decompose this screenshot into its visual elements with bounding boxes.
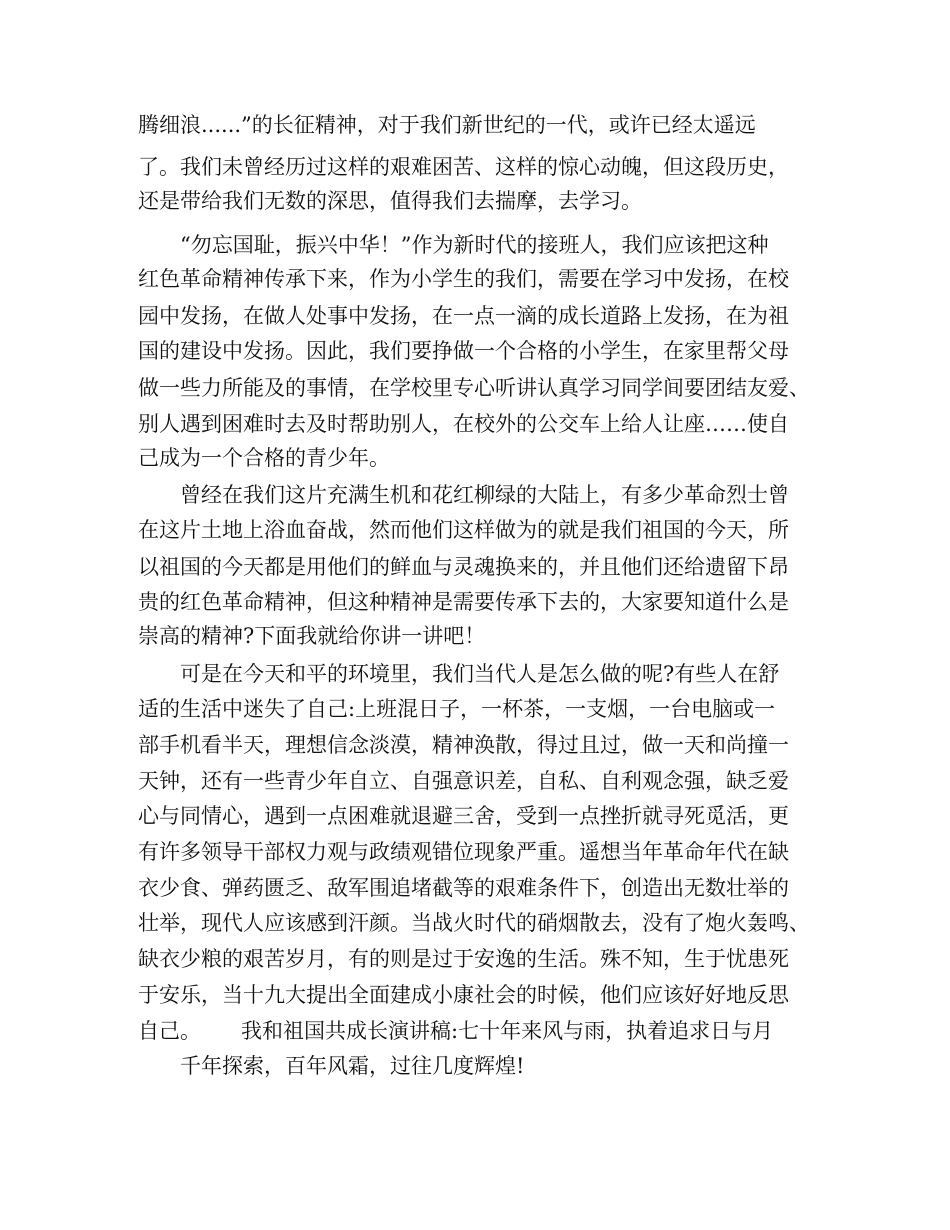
paragraph-line: “勿忘国耻，振兴中华！”作为新时代的接班人，我们应该把这种 xyxy=(180,233,769,257)
paragraph-line: 于安乐，当十九大提出全面建成小康社会的时候，他们应该好好地反思 xyxy=(138,983,789,1007)
paragraph-line: 己成为一个合格的青少年。 xyxy=(138,446,390,470)
paragraph-line: 适的生活中迷失了自己:上班混日子，一杯茶，一支烟，一台电脑或一 xyxy=(138,697,776,721)
paragraph-line: 自己。 我和祖国共成长演讲稿:七十年来风与雨，执着追求日与月 xyxy=(138,1019,774,1043)
paragraph-line: 贵的红色革命精神，但这种精神是需要传承下去的，大家要知道什么是 xyxy=(138,590,789,614)
paragraph-line: 千年探索，百年风霜，过往几度辉煌! xyxy=(180,1054,525,1078)
paragraph-line: 在这片土地上浴血奋战，然而他们这样做为的就是我们祖国的今天，所 xyxy=(138,518,789,542)
paragraph-line: 园中发扬，在做人处事中发扬，在一点一滴的成长道路上发扬，在为祖 xyxy=(138,304,789,328)
paragraph-line: 部手机看半天，理想信念淡漠，精神涣散，得过且过，做一天和尚撞一 xyxy=(138,733,789,757)
paragraph-line: 曾经在我们这片充满生机和花红柳绿的大陆上，有多少革命烈士曾 xyxy=(180,483,789,507)
paragraph-line: 有许多领导干部权力观与政绩观错位现象严重。遥想当年革命年代在缺 xyxy=(138,840,789,864)
paragraph-line: 腾细浪......”的长征精神，对于我们新世纪的一代，或许已经太遥远 xyxy=(138,113,756,137)
paragraph-line: 缺衣少粮的艰苦岁月，有的则是过于安逸的生活。殊不知，生于忧患死 xyxy=(138,947,789,971)
paragraph-line: 壮举，现代人应该感到汗颜。当战火时代的硝烟散去，没有了炮火轰鸣、 xyxy=(138,911,810,935)
paragraph-line: 红色革命精神传承下来，作为小学生的我们，需要在学习中发扬，在校 xyxy=(138,267,789,291)
paragraph-line: 别人遇到困难时去及时帮助别人，在校外的公交车上给人让座……使自 xyxy=(138,412,789,436)
paragraph-line: 衣少食、弹药匮乏、敌军围追堵截等的艰难条件下，创造出无数壮举的 xyxy=(138,876,789,900)
paragraph-line: 崇高的精神?下面我就给你讲一讲吧！ xyxy=(138,624,486,648)
paragraph-line: 以祖国的今天都是用他们的鲜血与灵魂换来的，并且他们还给遗留下昂 xyxy=(138,555,789,579)
paragraph-line: 做一些力所能及的事情，在学校里专心听讲认真学习同学间要团结友爱、 xyxy=(138,376,810,400)
paragraph-line: 天钟，还有一些青少年自立、自强意识差，自私、自利观念强，缺乏爱 xyxy=(138,769,789,793)
paragraph-line: 可是在今天和平的环境里，我们当代人是怎么做的呢?有些人在舒 xyxy=(180,662,780,686)
paragraph-line: 了。我们未曾经历过这样的艰难困苦、这样的惊心动魄，但这段历史， xyxy=(138,155,789,179)
paragraph-line: 国的建设中发扬。因此，我们要挣做一个合格的小学生，在家里帮父母 xyxy=(138,339,789,363)
paragraph-line: 还是带给我们无数的深思，值得我们去揣摩，去学习。 xyxy=(138,189,642,213)
paragraph-line: 心与同情心，遇到一点困难就退避三舍，受到一点挫折就寻死觅活，更 xyxy=(138,804,789,828)
